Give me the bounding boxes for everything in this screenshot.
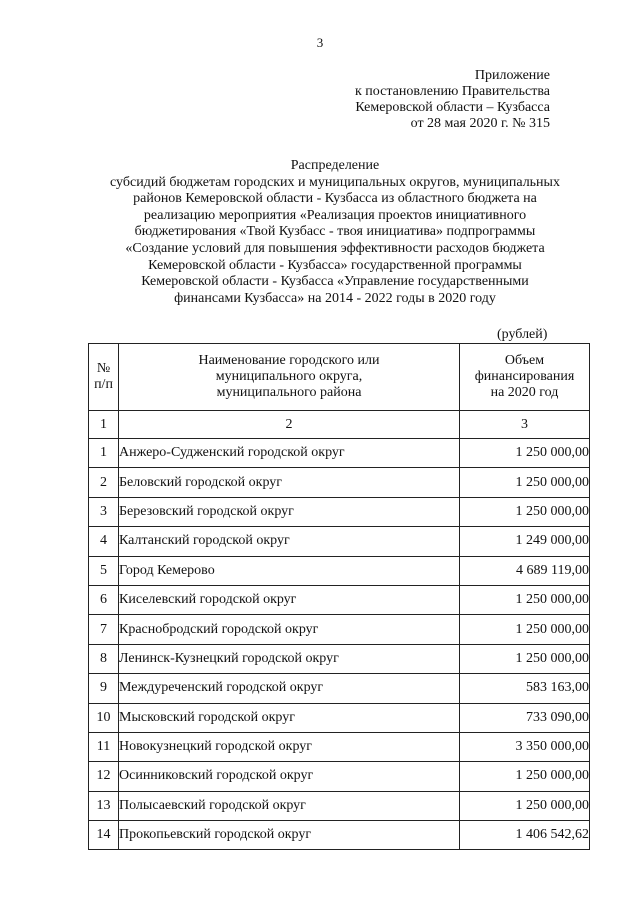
table-row (89, 615, 590, 644)
funding-amount: 1 250 000,00 (460, 644, 590, 673)
title-line: финансами Кузбасса» на 2014 - 2022 годы в 2020 году (174, 290, 496, 306)
appendix-block (250, 68, 550, 132)
table-row (89, 527, 590, 556)
table-row (89, 497, 590, 526)
district-name: Беловский городской округ (119, 468, 460, 497)
funding-amount: 1 250 000,00 (460, 497, 590, 526)
title-line: бюджетирования «Твой Кузбасс - твоя инициатива» подпрограммы (134, 224, 536, 240)
header-number: № п/п (89, 344, 119, 411)
appendix-line: к постановлению Правительства (354, 84, 550, 99)
district-name: Березовский городской округ (119, 497, 460, 526)
row-number: 1 (89, 439, 119, 468)
funding-amount: 1 250 000,00 (460, 615, 590, 644)
district-name: Мысковский городской округ (119, 703, 460, 732)
district-name: Калтанский городской округ (119, 527, 460, 556)
table-row (89, 674, 590, 703)
table-row (89, 703, 590, 732)
column-index-row (89, 411, 590, 439)
funding-amount: 1 250 000,00 (460, 439, 590, 468)
page-number: 3 (316, 35, 324, 50)
table-row (89, 791, 590, 820)
funding-amount: 1 250 000,00 (460, 468, 590, 497)
district-name: Город Кемерово (119, 556, 460, 585)
table-row (89, 644, 590, 673)
funding-amount: 733 090,00 (460, 703, 590, 732)
row-number: 8 (89, 644, 119, 673)
row-number: 5 (89, 556, 119, 585)
document-title (75, 158, 595, 307)
title-line: «Создание условий для повышения эффективности расходов бюджета (125, 240, 545, 256)
title-line: районов Кемеровской области - Кузбасса из областного бюджета на (133, 191, 537, 207)
table-row (89, 468, 590, 497)
table-row (89, 439, 590, 468)
row-number: 13 (89, 791, 119, 820)
district-name: Краснобродский городской округ (119, 615, 460, 644)
district-name: Междуреченский городской округ (119, 674, 460, 703)
table-row (89, 732, 590, 761)
table-row (89, 585, 590, 614)
row-number: 11 (89, 732, 119, 761)
appendix-line: Кемеровской области – Кузбасса (355, 100, 550, 115)
row-number: 4 (89, 527, 119, 556)
funding-amount: 4 689 119,00 (460, 556, 590, 585)
district-name: Новокузнецкий городской округ (119, 732, 460, 761)
district-name: Прокопьевский городской округ (119, 821, 460, 850)
title-line: субсидий бюджетам городских и муниципальных округов, муниципальных (110, 174, 560, 190)
row-number: 2 (89, 468, 119, 497)
row-number: 7 (89, 615, 119, 644)
row-number: 10 (89, 703, 119, 732)
table-row (89, 556, 590, 585)
appendix-line: Приложение (474, 68, 550, 83)
column-index: 1 (89, 411, 119, 439)
funding-amount: 1 250 000,00 (460, 762, 590, 791)
title-line: реализацию мероприятия «Реализация проектов инициативного (143, 207, 527, 223)
title-line: Кемеровской области - Кузбасса «Управление государственными (141, 274, 529, 290)
district-name: Ленинск-Кузнецкий городской округ (119, 644, 460, 673)
row-number: 14 (89, 821, 119, 850)
funding-amount: 583 163,00 (460, 674, 590, 703)
funding-amount: 3 350 000,00 (460, 732, 590, 761)
row-number: 3 (89, 497, 119, 526)
column-index: 3 (460, 411, 590, 439)
row-number: 6 (89, 585, 119, 614)
table-row (89, 762, 590, 791)
district-name: Киселевский городской округ (119, 585, 460, 614)
district-name: Анжеро-Судженский городской округ (119, 439, 460, 468)
table-header-row (89, 344, 590, 411)
funding-amount: 1 250 000,00 (460, 791, 590, 820)
appendix-line: от 28 мая 2020 г. № 315 (410, 116, 550, 131)
column-index: 2 (119, 411, 460, 439)
distribution-table (88, 343, 590, 850)
row-number: 9 (89, 674, 119, 703)
header-name: Наименование городского или муниципального округа, муниципального района (119, 344, 460, 411)
funding-amount: 1 406 542,62 (460, 821, 590, 850)
district-name: Полысаевский городской округ (119, 791, 460, 820)
row-number: 12 (89, 762, 119, 791)
header-amount: Объем финансирования на 2020 год (460, 344, 590, 411)
title-line: Кемеровской области - Кузбасса» государственной программы (148, 257, 522, 273)
title-line: Распределение (290, 158, 380, 173)
district-name: Осинниковский городской округ (119, 762, 460, 791)
table-row (89, 821, 590, 850)
funding-amount: 1 250 000,00 (460, 585, 590, 614)
units-label: (рублей) (497, 327, 548, 342)
funding-amount: 1 249 000,00 (460, 527, 590, 556)
